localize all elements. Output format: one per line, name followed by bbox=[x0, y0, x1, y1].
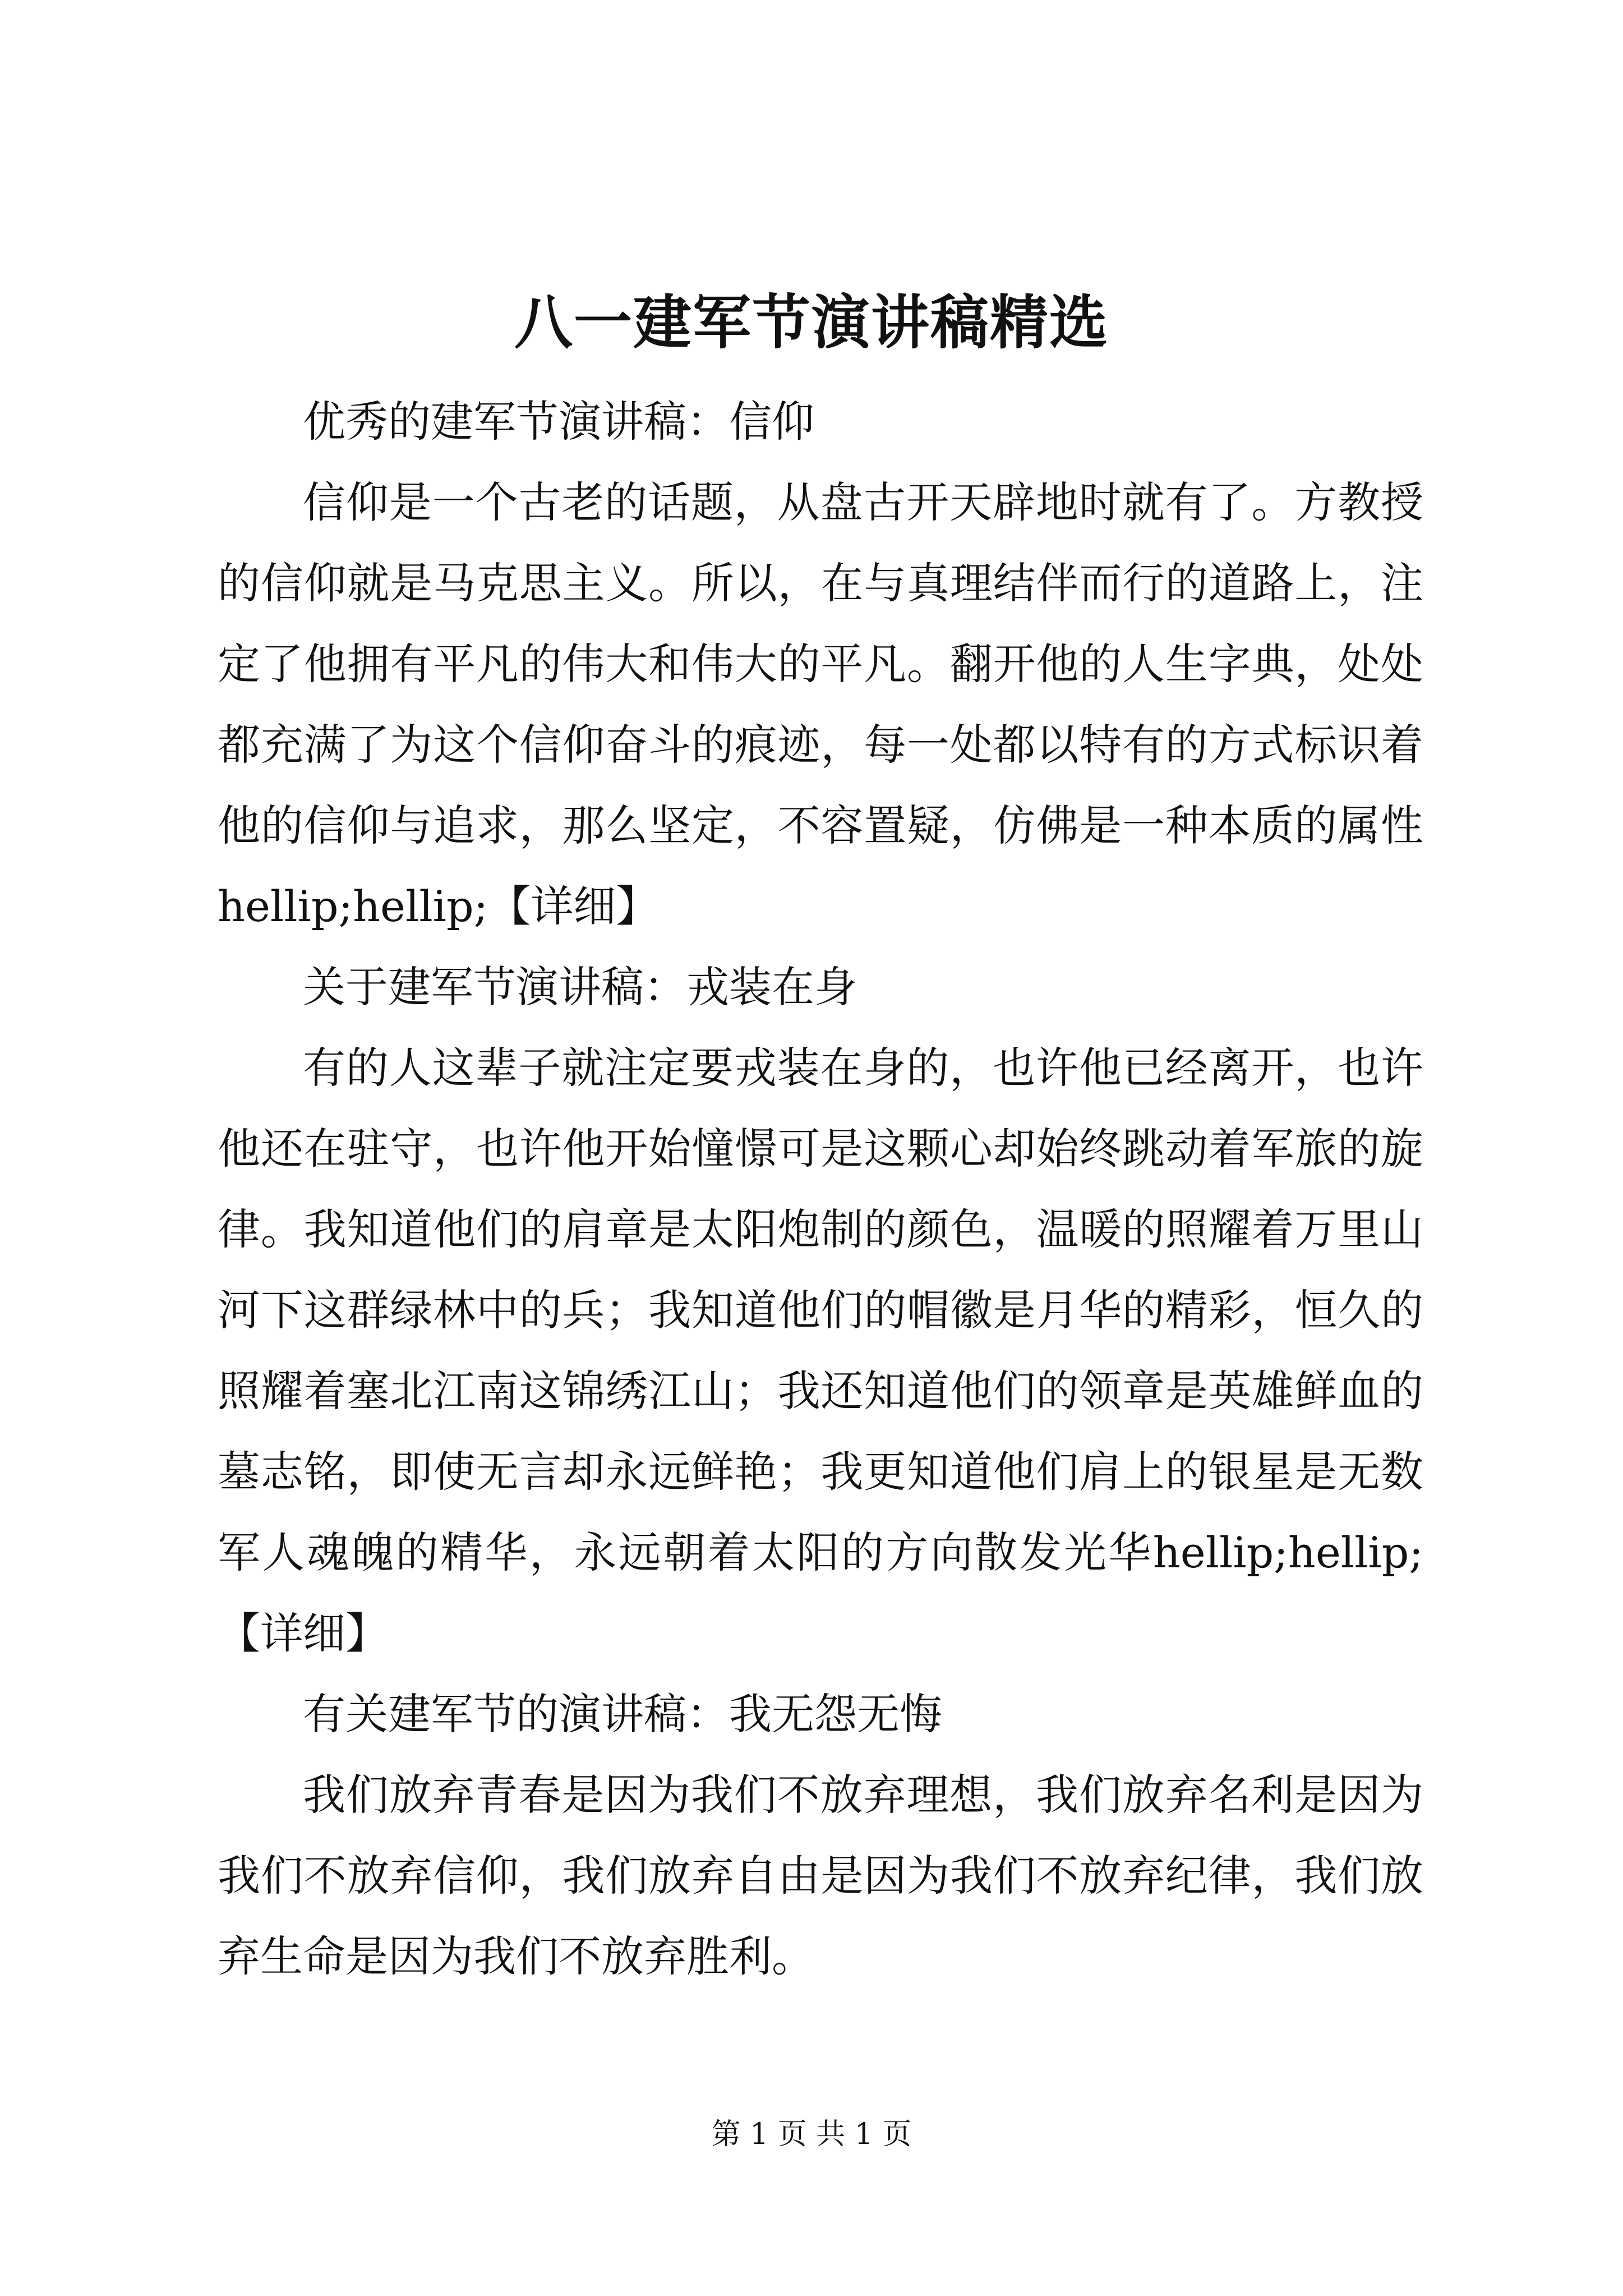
page-footer: 第 1 页 共 1 页 bbox=[711, 2118, 912, 2151]
document-body bbox=[218, 381, 1423, 1997]
section-heading-uniform: 关于建军节演讲稿：戎装在身 bbox=[303, 962, 857, 1012]
section-paragraph-faith: 信仰是一个古老的话题，从盘古开天辟地时就有了。方教授的信仰就是马克思主义。所以，在与真理结伴而行的道路上，注定了他拥有平凡的伟大和伟大的平凡。翻开他的人生字典，处处都充满了为这个信仰奋斗的痕迹，每一处都以特有的方式标识着他的信仰与追求，那么坚定，不容置疑，仿佛是一种本质的属性hellip;hellip;【详细】 bbox=[218, 477, 1423, 931]
section-paragraph-no-regrets: 我们放弃青春是因为我们不放弃理想，我们放弃名利是因为我们不放弃信仰，我们放弃自由是因为我们不放弃纪律，我们放弃生命是因为我们不放弃胜利。 bbox=[218, 1770, 1423, 1981]
section-paragraph-uniform: 有的人这辈子就注定要戎装在身的，也许他已经离开，也许他还在驻守，也许他开始憧憬可是这颗心却始终跳动着军旅的旋律。我知道他们的肩章是太阳炮制的颜色，温暖的照耀着万里山河下这群绿林中的兵；我知道他们的帽徽是月华的精彩，恒久的照耀着塞北江南这锦绣江山；我还知道他们的领章是英雄鲜血的墓志铭，即使无言却永远鲜艳；我更知道他们肩上的银星是无数军人魂魄的精华，永远朝着太阳的方向散发光华hellip;hellip;【详细】 bbox=[218, 1043, 1423, 1658]
section-heading-no-regrets: 有关建军节的演讲稿：我无怨无悔 bbox=[303, 1689, 942, 1739]
section-heading-faith: 优秀的建军节演讲稿：信仰 bbox=[303, 397, 814, 447]
page-title: 八一建军节演讲稿精选 bbox=[514, 288, 1109, 357]
